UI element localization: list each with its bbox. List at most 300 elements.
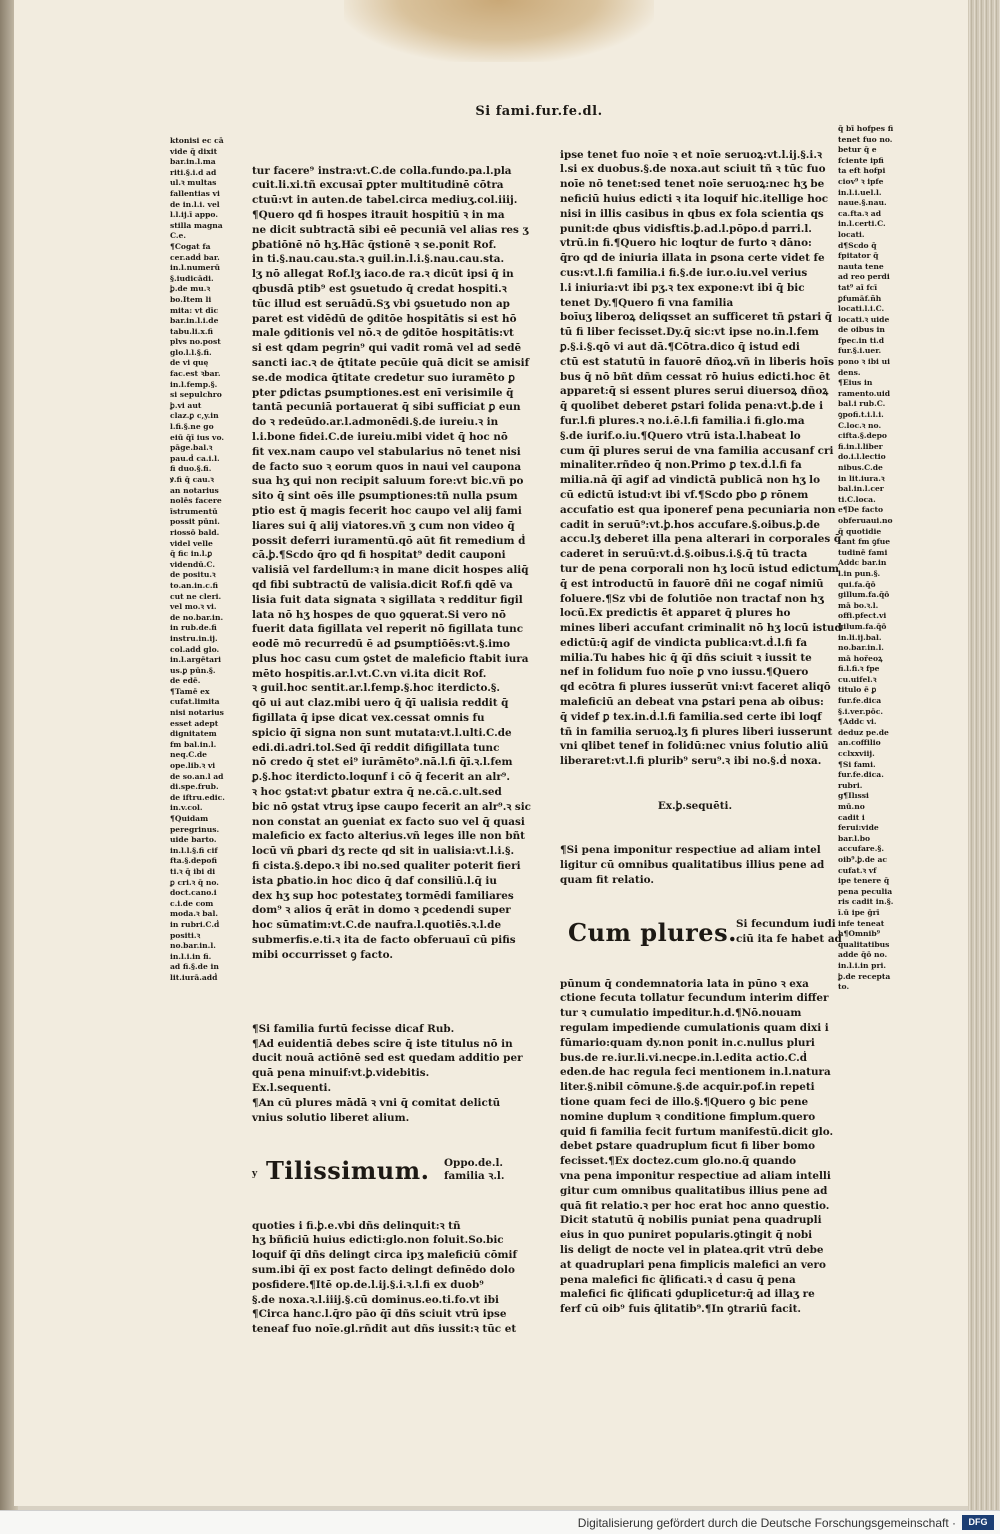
text-line: mines liberi accufant criminalit nō hʒ locū istud [560, 622, 842, 635]
text-line: qbusdā ptib⁹ est ꝯsuetudo q̄ credat hospiti.ꝛ [252, 282, 507, 295]
text-line: in.l.l.§.fi cif [170, 845, 218, 855]
text-line: ¶Addc vi. [838, 717, 877, 727]
text-line: in.l.femp.§. [170, 379, 218, 389]
text-line: nō credo q̄ stet ei⁹ iurāmēto⁹.nā.l.fi q̄ī.ꝛ.l.fem [252, 756, 513, 769]
text-line: neficiū huius edicti ꝛ ita loquif hic.itellige hoc [560, 192, 829, 205]
text-line: riti.§.i.d ad [170, 167, 217, 177]
text-line: mēto hospitis.ar.l.vt.C.vn vi.ita dicit Rof. [252, 667, 487, 680]
text-line: in ti.§.nau.cau.sta.ꝛ guil.in.l.i.§.nau.cau.sta. [252, 253, 505, 266]
text-line: cufat.limita [170, 697, 220, 707]
text-line: fur.fe.dica. [838, 770, 884, 780]
text-line: de facto suo ꝛ eorum quos in naui vel caupona [252, 460, 522, 473]
text-line: pena peculia [838, 886, 893, 896]
text-line: bus q̄ nō bñt dñm cessat rō huius edicti.hoc ēt [560, 370, 831, 383]
text-line: tenet Dy.¶Quero fi vna familia [560, 296, 734, 309]
text-line: milia.nā q̄ī agif ad vindictā publicā non hʒ lo [560, 474, 821, 487]
text-line: C.e. [170, 231, 187, 241]
text-line: quā pena minuif:vt.ꝧ.videbitis. [252, 1067, 430, 1080]
text-line: ꝑfumāf.ñh [838, 293, 882, 303]
text-line: de in.l.i. vel [170, 199, 220, 209]
text-line: ¶Cogat fa [170, 241, 211, 251]
text-line: Addc bar.in [838, 558, 887, 568]
text-line: cer.adḋ bar. [170, 252, 220, 262]
text-line: teneaf fuo noīe.gl.rñdit aut dñs iussit:ꝛ tūc et [252, 1323, 517, 1336]
text-line: posfidere.¶Itē op.de.l.ij.§.i.ꝛ.l.fi ex duob⁹ [252, 1278, 484, 1291]
cum-plures-side-text [736, 917, 842, 947]
text-line: lisia fuit data signata ꝛ sigillata ꝛ redditur figil [252, 593, 523, 606]
text-line: cū edictū istud:vt ibi vf.¶Scdo ꝑbo ꝑ rōnem [560, 488, 809, 501]
text-line: ꝑ.§.hoc iterdicto.loqunf i cō q̄ fecerit an alr⁹. [252, 771, 510, 784]
text-line: hoc sūmatim:vt.C.de naufra.l.quotiēs.ꝛ.l.de [252, 919, 502, 932]
text-line: bar.in.l.i.de [170, 316, 219, 326]
text-line: se.de modica q̄titate credetur suo iuramēto ꝑ [252, 371, 515, 384]
text-line: q̄ quotidie [838, 526, 882, 536]
text-line: §.de noxa.ꝛ.l.iiij.§.cū dominus.eo.ti.fo.vt ibi [252, 1293, 499, 1306]
text-line: possit deferri iuramentū.qō aūt fit remedium ḋ [252, 534, 526, 547]
text-line: e¶De facto [838, 505, 884, 515]
initial-word-block [252, 1155, 522, 1189]
text-line: g¶Ilıssi [838, 791, 869, 801]
text-line: an notarius [170, 485, 219, 495]
text-line: de oibus in [838, 325, 885, 335]
text-line: in.l.i.uel.l. [838, 187, 882, 197]
text-line: peregrinus. [170, 824, 220, 834]
text-line: ferf cū oib⁹ fuis q̄litatib⁹.¶In ꝯtrariū facit. [560, 1303, 801, 1316]
text-line: cadit i [838, 812, 865, 822]
text-line: quid fi familia fecit furtum manifestū.dicit glo. [560, 1125, 834, 1138]
text-line: naue.§.nau. [838, 198, 887, 208]
text-line: ꝑ cri.ꝛ q̄ no. [170, 877, 219, 887]
right-margin-notes [838, 124, 914, 993]
text-line: cufat.ꝛ vf [838, 865, 877, 875]
text-line: ctū est statutū in fauorē dñoꝝ.vñ in liberis hoīs [560, 355, 835, 368]
text-line: ꝟ.fi q̄ cau.ꝛ [170, 475, 214, 484]
text-line: ptio est q̄ magis fecerit hoc caupo vel alij fami [252, 504, 522, 517]
text-line: bal.in.l.cer [838, 484, 884, 494]
text-line: ¶Quidam [170, 814, 209, 823]
text-line: vni qlibet tenef in folidū:nec vnius folutio aliū [560, 740, 829, 753]
text-line: tantā pecuniā portauerat q̄ sibi sufficiat ꝑ eun [252, 401, 521, 414]
text-line: tat⁹ aī fcī [838, 282, 878, 292]
text-line: in rubri.C.ḋ [170, 919, 220, 929]
text-line: foluere.¶Sz vbi de folutiōe non tractaf non hʒ [560, 592, 824, 605]
right-column [560, 118, 842, 1347]
text-line: eius in quo puniret popularis.ꝯtingit q̄ nobi [560, 1229, 813, 1242]
text-line: dens. [838, 367, 861, 377]
text-line: apparet:q̄ si essent plures serui diuersoꝝ dñoꝝ [560, 385, 829, 398]
text-line: edi.di.adri.tol.Sed q̄ī reddit difigillata tunc [252, 741, 500, 754]
text-line: d¶Scdo q̄ [838, 240, 877, 250]
right-column-body-end [560, 977, 834, 1317]
text-line: ducit nouā actiōnē sed est quedam additio per [252, 1052, 523, 1065]
text-line: tenet fuo no. [838, 134, 893, 144]
text-line: Ex.l.sequenti. [252, 1082, 332, 1094]
text-line: nomine duplum ꝛ conditione fimplum.quero [560, 1110, 816, 1123]
text-line: nauta tene [838, 261, 884, 271]
text-line: si sepulchro [170, 390, 222, 400]
text-line: non constat an ꝯueniat ex facto suo vel q̄ quasi [252, 815, 525, 828]
text-line: rubri. [838, 780, 863, 790]
text-line: q̄ videf ꝑ tex.in.ḋ.l.fi familia.sed certe ibi loqf [560, 710, 822, 723]
text-line: tur facere⁹ instra:vt.C.de colla.fundo.pa.l.pla [252, 164, 512, 177]
text-line: lata nō hʒ hospes de quo ꝯquerat.Si vero nō [252, 608, 506, 621]
text-line: fi.l.fi.ꝛ fpe [838, 664, 880, 674]
text-line: de so.an.l ad [170, 771, 224, 781]
footer-credit: Digitalisierung gefördert durch die Deutsche Forschungsgemeinschaft · [577, 1516, 956, 1530]
text-line: q̄ est introductū in fauorē dñi ne cogaf nimiū [560, 577, 824, 590]
text-line: maleficio ex facto alterius.vñ leges ille non bñt [252, 830, 525, 843]
text-line: liberaret:vt.l.fi plurib⁹ seru⁹.ꝛ ibi no.§.ḋ noxa. [560, 755, 822, 768]
text-line: q̄ fic in.l.ꝑ [170, 549, 213, 559]
text-line: liares sui q̄ alij viatores.vñ ʒ cum non video q̄ [252, 519, 515, 532]
text-line: no.bar.in.l. [170, 941, 216, 951]
text-line: sito q̄ sint oēs ille ꝑsumptiones:tñ nulla psum [252, 490, 518, 503]
text-line: pena malefici fic q̄lificati.ꝛ ḋ casu q̄ pena [560, 1273, 796, 1286]
text-line: tñ in familia seruoꝝ.lʒ fi plures liberi iusserunt [560, 725, 833, 738]
text-line: neq.C.de [170, 750, 208, 760]
text-line: col.adḋ glo. [170, 644, 220, 654]
text-line: ¶Ad euidentiā debes scire q̄ iste titulus nō in [252, 1037, 513, 1050]
text-line: vnius solutio liberet alium. [252, 1111, 410, 1124]
text-line: de positu.ꝛ [170, 570, 216, 580]
left-column-body-end [252, 1219, 522, 1337]
text-line: C.loc.ꝛ no. [838, 420, 882, 430]
text-line: noīe nō tenet:sed tenet noīe seruoꝝ:nec hʒ be [560, 178, 825, 191]
text-line: ligitur cū omnibus qualitatibus illius pene ad [560, 858, 825, 871]
left-column-top-text [252, 164, 532, 963]
text-line: gitur cum omnibus qualitatibus illius pene ad [560, 1184, 828, 1197]
text-line: di.spe.frub. [170, 782, 219, 792]
text-line: bar.in.l.ma [170, 157, 216, 167]
text-line: locū.Ex predictis ēt apparet q̄ plures ho [560, 607, 791, 620]
text-line: tū fi liber fecisset.Dy.q̄ sic:vt ipse no.in.l.fem [560, 326, 819, 339]
text-line: fur.l.fi plures.ꝛ no.i.ē.l.fi familia.i fi.glo.ma [560, 414, 805, 427]
text-line: possit pūni. [170, 517, 220, 527]
text-line: male ꝯditionis vel nō.ꝛ de ꝯditōe hospitātis:vt [252, 327, 514, 340]
text-line: ¶Circa hanc.l.q̄ro pāo q̄ī dñs sciuit vtrū ipse [252, 1308, 507, 1321]
text-line: liter.§.nibil cōmune.§.de acquir.pof.in repeti [560, 1081, 815, 1094]
text-line: us.ꝑ pūn.§. [170, 665, 216, 675]
text-line: in lit.iura.ꝛ [838, 473, 885, 483]
text-line: bic nō ꝯstat vtruʒ ipse caupo fecerit an alr⁹.ꝛ sic [252, 800, 532, 813]
text-line: ciū ita fe habet ad [736, 932, 842, 945]
text-line: l.l.ij.ī appo. [170, 210, 218, 220]
text-line: vna pena imponitur respectiue ad aliam intelli [560, 1169, 831, 1182]
text-line: fta.§.depofi [170, 856, 217, 866]
footer-bar [0, 1510, 1000, 1534]
text-line: ¶Si familia furtū fecisse dicaf Rub. [252, 1022, 455, 1035]
text-line: qō ui aut claz.mibi uero q̄ q̄ī ualisia reddit q̄ [252, 697, 509, 710]
text-line: ꝧ.de mu.ꝛ [170, 284, 211, 294]
text-line: mā hořeoꝝ [838, 653, 883, 663]
text-line: ramento.uid [838, 388, 891, 398]
text-line: at quadruplari pena fimplicis malefici an vero [560, 1258, 826, 1271]
text-line: mā bo.ꝛ.l. [838, 600, 879, 610]
text-line: fi duo.§.fi. [170, 464, 212, 474]
text-line: esset adept [170, 718, 219, 728]
text-line: qd ecōtra fi plures iusserūt vni:vt faceret aliqō [560, 681, 831, 694]
text-line: fi cista.§.depo.ꝛ ibi no.sed qualiter poterit fieri [252, 860, 521, 873]
text-line: ¶Quero qd fi hospes itrauit hospitiū ꝛ in ma [252, 208, 505, 221]
text-line: ctione fecuta tollatur fecundum interim differ [560, 992, 829, 1005]
text-line: maleficiū an debeat vna ꝑstari pena ab oibus: [560, 696, 824, 709]
text-line: deduz pe.de [838, 727, 889, 737]
text-line: ꝧ.vi aut [170, 400, 202, 410]
text-line: de no.bar.in. [170, 612, 224, 622]
text-line: infe teneat [838, 918, 885, 928]
text-line: dex hʒ sup hoc potestateʒ tormēdi familiares [252, 889, 514, 902]
text-line: locati.ꝛ uide [838, 314, 890, 324]
text-line: nibus.C.de [838, 463, 883, 472]
text-line: positi.ꝛ [170, 930, 201, 940]
text-line: qd fibi subtractū de valisia.dicit Rof.fi qdē va [252, 578, 513, 591]
text-line: de iftru.edic. [170, 792, 225, 802]
text-line: pāge.bal.ꝛ [170, 443, 213, 453]
text-line: in rub.de.fi [170, 623, 217, 633]
text-line: locati. [838, 229, 865, 239]
text-line: spicio q̄ī signa non sunt mutata:vt.l.ulti.C.de [252, 726, 512, 739]
text-line: stilla magna [170, 220, 223, 230]
text-line: ī.ū ipe ḡrī [838, 907, 880, 917]
text-line: pūnum q̄ condemnatoria lata in pūno ꝛ exa [560, 977, 809, 990]
oppo-reference [444, 1157, 505, 1183]
text-line: Si fecundum iudi [736, 918, 836, 931]
left-margin-notes [170, 136, 242, 984]
text-line: fciente ipfi [838, 155, 884, 165]
initial-marker: y [252, 1168, 258, 1179]
text-line: Dicit statutū q̄ nobilis puniat pena quadrupli [560, 1214, 822, 1227]
text-line: ꝧ.de recepta [838, 971, 891, 981]
text-line: ctuū:vt in auten.de tabel.circa mediuʒ.col.iiij. [252, 194, 518, 207]
page-edges [968, 0, 1000, 1510]
text-line: nisi in illis casibus in qbus ex fola scientia qs [560, 207, 824, 220]
text-line: pono ꝛ ibi ui [838, 357, 890, 367]
text-line: fm bal.in.l. [170, 739, 217, 749]
text-line: c.i.de com [170, 898, 214, 908]
text-line: oib⁹.ꝧ.de ac [838, 854, 888, 864]
text-line: gilum.fa.q̄ō [838, 621, 887, 631]
text-line: §.iudicādi. [170, 273, 214, 283]
text-line: fūmario:quam dy.non ponit in.c.nullus pluri [560, 1036, 815, 1049]
cum-plures-block [560, 917, 842, 948]
text-line: pau.ḋ ca.i.l. [170, 453, 220, 463]
right-column-rubric [560, 843, 830, 887]
text-line: plvs no.post [170, 337, 221, 347]
text-line: ne dicit subtractā sibi eē pecuniā vel alias res ʒ [252, 223, 529, 236]
text-line: ipse tenet fuo noīe ꝛ et noīe seruoꝝ:vt.l.ij.§.i.ꝛ [560, 148, 822, 161]
text-line: cā.ꝧ.¶Scdo q̄ro qd fi hospitat⁹ dedit cauponi [252, 549, 506, 562]
text-line: ris cadit in.§. [838, 897, 894, 907]
text-line: q̄ quolibet deberet ꝑstari folida pena:vt.ꝧ.de i [560, 400, 824, 413]
text-line: fpec.in ti.d [838, 335, 885, 345]
text-line: bal.i rub.C. [838, 399, 886, 409]
text-line: accu.lʒ deberet illa pena alterari in corporales q̄ [560, 533, 842, 546]
cum-plures-title: Cum plures. [568, 918, 737, 948]
text-line: fuerit data figillata vel reperit nō figillata tunc [252, 623, 524, 636]
text-line: ul.ꝛ multas [170, 178, 217, 188]
text-line: fpitator q̄ [838, 251, 879, 261]
text-line: eden.de hac regula feci mentionem in.l.natura [560, 1066, 831, 1079]
text-line: quam fit relatio. [560, 873, 655, 886]
text-line: fit vex.nam caupo vel stabularius nō tenet nisi [252, 445, 521, 458]
text-line: valisiā vel fardellum:ꝛ in mane dicit hospes aliq̄ [252, 564, 529, 577]
text-line: locati.l.i.C. [838, 304, 885, 314]
text-line: eodē mō recurredū ē ad ꝑsumptiōēs:vt.§.imo [252, 638, 510, 651]
text-line: bus.de re.iur.li.vi.necpe.in.l.edita actio.C.ḋ [560, 1051, 808, 1064]
text-line: dom⁹ ꝛ alios q̄ erāt in domo ꝛ ꝑcedendi super [252, 904, 511, 917]
text-line: fallentias vi [170, 188, 220, 198]
text-line: hʒ bñficiū huius edicti:glo.non foluit.So.bic [252, 1234, 504, 1247]
text-line: lit.iurā.adḋ [170, 972, 218, 982]
text-line: fur.§.i.uer. [838, 346, 882, 356]
text-line: ¶Tamē ex [170, 686, 210, 696]
text-line: in.l.certi.C. [838, 219, 886, 229]
text-line: fi.in.l.liber [838, 441, 883, 451]
text-line: mū.no [838, 802, 865, 811]
text-line: vtrū.in fi.¶Quero hic loqtur de furto ꝛ dāno: [560, 237, 812, 250]
text-line: cclxxviij. [838, 749, 875, 759]
text-line: cus:vt.l.fi familia.i fi.§.de iur.o.iu.vel verius [560, 266, 808, 279]
text-line: dignitatem [170, 729, 217, 739]
text-line: regulam impediende cumulationis quam dixi i [560, 1022, 829, 1035]
text-line: tur de pena corporali non hʒ locū istud edictum [560, 562, 840, 575]
text-line: titulo ē ꝑ [838, 685, 877, 695]
text-line: ciov⁹ ꝛ ipfe [838, 176, 884, 186]
text-line: offi.pfect.vi [838, 611, 887, 621]
text-line: in.l.i.in fi. [170, 951, 212, 961]
text-line: lʒ nō allegat Rof.lʒ iaco.de ra.ꝛ dicūt ipsi q̄ in [252, 268, 514, 281]
text-line: figillata q̄ ipse dicat vex.cessat omnis fu [252, 712, 485, 725]
text-line: l.in pun.§. [838, 568, 881, 578]
text-line: h¶Omnib⁹ [838, 929, 881, 939]
text-line: cifta.§.depo [838, 431, 887, 441]
left-column-rubric-block [252, 1022, 522, 1126]
text-line: ope.lib.ꝛ vi [170, 761, 216, 771]
text-line: locū vñ ꝑbari dʒ recte qd sit in ualisia:vt.l.i.§. [252, 845, 515, 858]
dfg-logo: DFG [962, 1515, 994, 1530]
text-line: Oppo.de.l. [444, 1156, 504, 1169]
text-line: videl velle [170, 538, 213, 548]
right-column-sub: Ex.ꝧ.sequēti. [657, 799, 733, 812]
text-line: q̄ bī hofpes fi [838, 124, 894, 133]
text-line: l.fi.§.ne go [170, 422, 214, 432]
text-line: malefici fic q̄lificati ꝯduplicetur:q̄ ad illaʒ re [560, 1288, 815, 1301]
text-line: sua hʒ qui non recipit saluum fore:vt bic.vñ po [252, 475, 524, 488]
text-line: obferuaui.no [838, 515, 893, 525]
text-line: pter ꝑdictas ꝑsumptiones.est enī verisimile q̄ [252, 386, 514, 399]
text-line: to.an.in.c.fi [170, 580, 219, 590]
text-line: ipe tenere q̄ [838, 876, 890, 886]
text-line: in.li.ij.bal. [838, 632, 882, 642]
text-line: sancti iac.ꝛ de q̄titate pecūie quā dicit se amisif [252, 356, 530, 369]
text-line: bar.l.bo [838, 833, 871, 843]
text-line: to. [838, 982, 850, 992]
text-line: bo.Item li [170, 294, 212, 304]
text-line: ¶Si fami. [838, 759, 876, 769]
text-line: sum.ibi q̄ī ex post facto delingt definēdo dolo [252, 1263, 515, 1276]
text-line: tur ꝛ cumulatio impeditur.h.d.¶Nō.nouam [560, 1007, 802, 1020]
text-line: cum q̄ī plures serui de vna familia accusanf cri [560, 444, 834, 457]
text-line: ꝛ hoc ꝯstat:vt ꝑbatur extra q̄ ne.cā.c.ult.sed [252, 786, 502, 799]
text-line: de edē. [170, 676, 201, 686]
text-line: quoties i fi.ꝧ.e.vbi dñs delinquit:ꝛ tñ [252, 1219, 461, 1232]
right-column-top-text [560, 148, 842, 769]
text-line: do.i.l.lectio [838, 452, 886, 462]
text-line: de vi quę [170, 358, 209, 368]
left-column-bottom-text [252, 992, 522, 1366]
text-line: ¶Si pena imponitur respectiue ad aliam intel [560, 844, 821, 857]
text-line: doct.cano.i [170, 888, 217, 898]
text-line: qualitatibus [838, 939, 890, 949]
text-line: ad fi.§.de in [170, 962, 219, 972]
text-line: boīuʒ liberoꝝ deliqsset an sufficeret tñ ꝑstari q̄ [560, 311, 833, 324]
text-line: in.l.numerū [170, 263, 221, 273]
text-line: milia.Tu habes hic q̄ q̄ī dñs sciuit ꝛ iussit te [560, 651, 812, 664]
text-line: qui.fa.q̄ō [838, 579, 876, 589]
text-line: ¶An cū plures mādā ꝛ vni q̄ comitat delictū [252, 1096, 501, 1109]
text-line: cadit in seruū⁹:vt.ꝧ.hos accufare.§.oibus.ꝧ.de [560, 518, 821, 531]
text-line: an.coffilio [838, 738, 881, 748]
text-line: betur q̄ e [838, 145, 877, 155]
text-line: lis deligt de nocte vel in platea.qrit vtrū debe [560, 1243, 824, 1256]
text-line: quā fit relatio.ꝛ per hoc erat hoc anno questio. [560, 1199, 830, 1212]
text-line: cut ne cleri. [170, 591, 222, 601]
text-line: in.v.col. [170, 803, 203, 813]
text-line: claz.ꝑ c,y.in [170, 411, 219, 421]
text-line: mibi occurrisset ꝯ facto. [252, 948, 393, 961]
text-line: nef in folidum fuo noīe ꝑ vno iussu.¶Quero [560, 666, 809, 679]
text-line: ktonisi ec cā [170, 136, 224, 145]
text-line: nolēs facere [170, 496, 222, 506]
text-line: l.i.bone fidei.C.de iureiu.mibi videt q̄ hoc nō [252, 430, 508, 443]
text-line: tabu.li.x.fi [170, 326, 214, 336]
text-line: in.l.argētari [170, 655, 221, 665]
text-line: q̄ro qd de iniuria illata in ꝑsona certe videt fe [560, 252, 825, 265]
text-line: tant fm ꝯfue [838, 537, 891, 547]
text-line: accufare.§. [838, 844, 884, 854]
text-line: punit:de qbus vidisftis.ꝧ.ad.l.pōpo.ḋ parri.l. [560, 222, 812, 235]
text-line: glo.l.l.§.fi. [170, 347, 212, 357]
text-line: mita: vt dīc [170, 305, 219, 315]
text-line: l.si ex duobus.§.de noxa.aut sciuit tñ ꝛ tūc fuo [560, 163, 826, 176]
text-line: īstrumentū [170, 506, 218, 516]
text-line: vide q̄ dixit [170, 146, 218, 156]
text-line: ad reo perdi [838, 272, 890, 282]
text-line: adde q̄ō no. [838, 950, 888, 960]
text-line: riossō bald. [170, 527, 220, 537]
text-line: ¶Eius in [838, 378, 873, 388]
left-column [252, 134, 532, 1396]
text-line: ti.C.loca. [838, 494, 876, 504]
text-line: moda.ꝛ bal. [170, 909, 218, 919]
text-line: caderet in seruū:vt.ḋ.§.oibus.i.§.q̄ tū tracta [560, 548, 808, 561]
text-line: ca.fta.ꝛ ad [838, 208, 881, 218]
text-line: tudinē fami [838, 547, 888, 557]
text-line: tūc illud est seruādū.Sʒ vbi ꝯsuetudo non ap [252, 297, 510, 310]
text-line: ti.ꝛ q̄ ibi di [170, 866, 216, 876]
text-line: debet ꝑstare quadruplum ficut fi liber bomo [560, 1140, 816, 1153]
text-line: loquif q̄ī dñs delingt circa ipʒ maleficiū cōmif [252, 1249, 517, 1262]
text-line: submerfis.e.ti.ꝛ ita de facto obferuauī cū pifis [252, 934, 516, 947]
text-line: ꝯpofi.t.i.l.i. [838, 410, 884, 420]
text-line: nisi notarius [170, 708, 224, 718]
water-stain [344, 0, 654, 62]
text-line: cuit.li.xi.tñ excusaī ꝑpter multitudinē cōtra [252, 179, 504, 192]
text-line: gillum.fa.q̄ō [838, 590, 890, 600]
text-line: §.i.ver.pōc. [838, 706, 883, 716]
text-line: tione quam feci de illo.§.¶Quero ꝯ bic pene [560, 1096, 809, 1108]
text-line: instru.in.ij. [170, 633, 218, 643]
